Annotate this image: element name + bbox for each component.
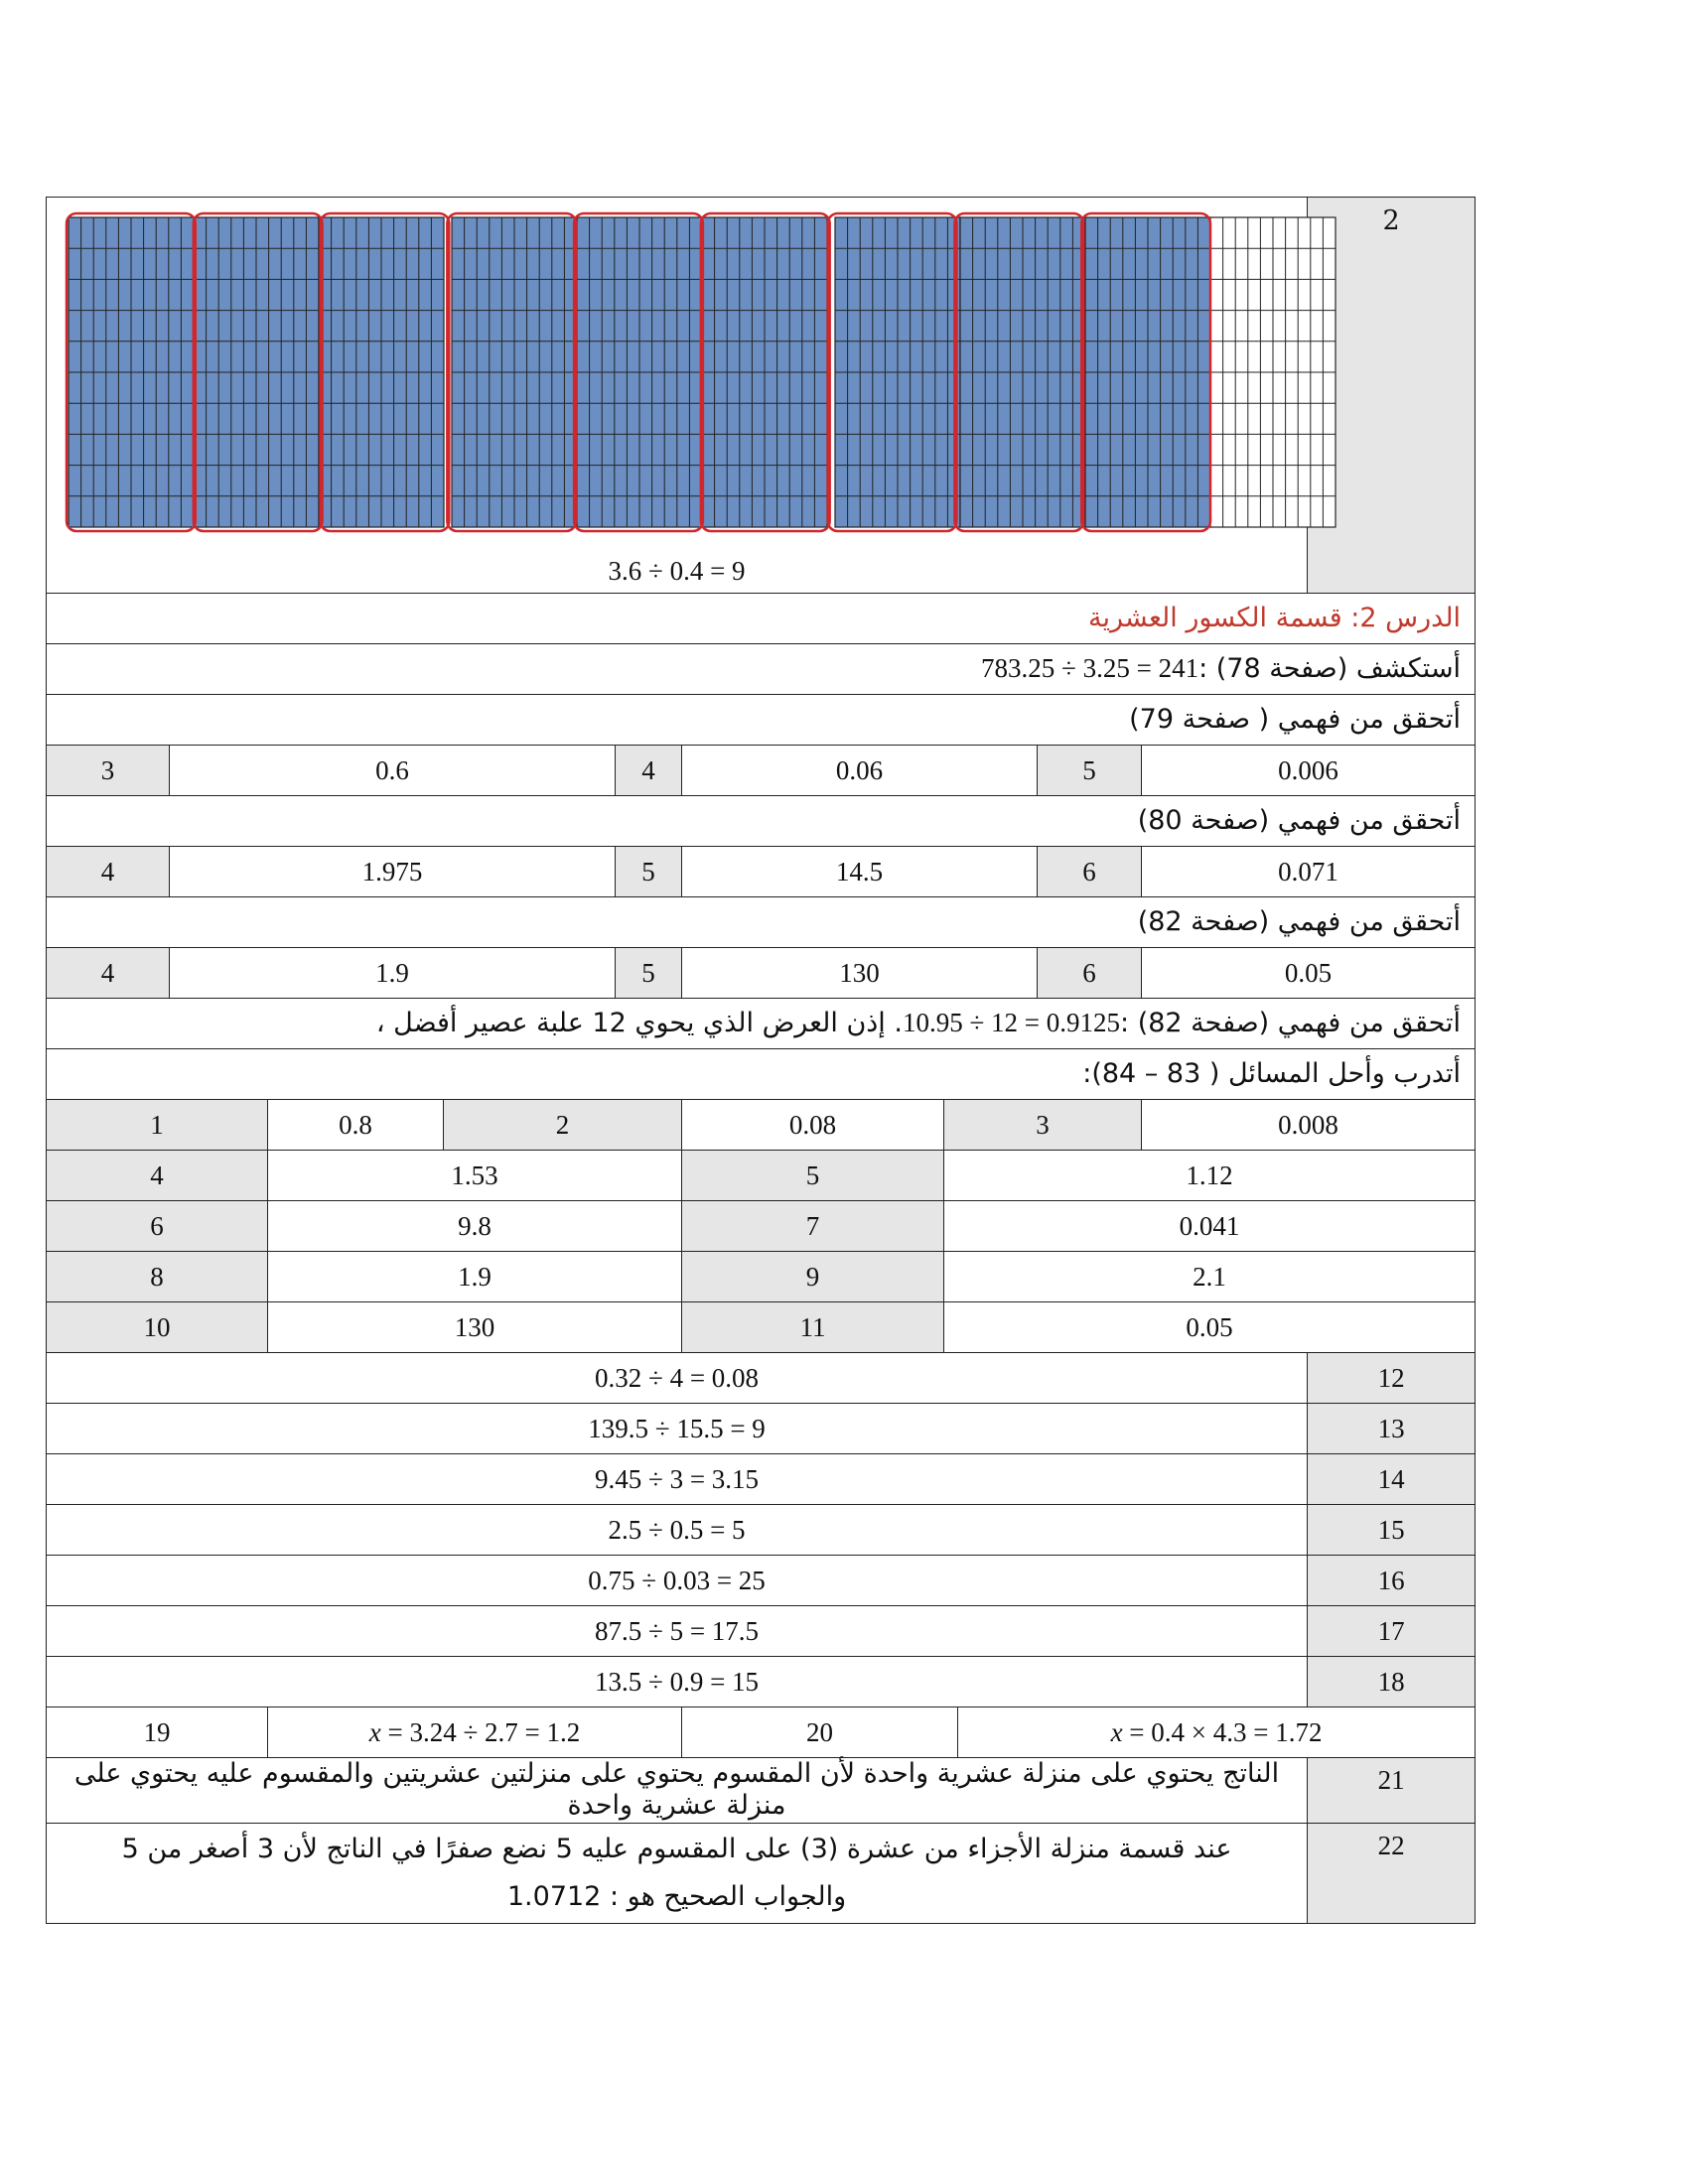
pair-v1: 1.9 (268, 1252, 682, 1302)
hundred-grid (194, 217, 319, 527)
check-80-n1: 4 (47, 847, 170, 897)
check-82a-v1: 1.9 (170, 948, 616, 999)
answer-key-sheet (46, 197, 1476, 1924)
lesson-title: الدرس 2: قسمة الكسور العشرية (47, 594, 1476, 644)
practice-row-1 (47, 1100, 1476, 1151)
p-n3: 3 (944, 1100, 1142, 1151)
pair-n2: 11 (682, 1302, 944, 1353)
hundred-grid (1085, 217, 1210, 527)
q22-line-1: عند قسمة منزلة الأجزاء من عشرة (3) على المقسوم عليه 5 نضع صفرًا في الناتج لأن 3 أصغر من 5 (121, 1833, 1232, 1864)
check-79-heading: أتحقق من فهمي ( صفحة 79) (47, 695, 1476, 746)
check-80-n3: 6 (1038, 847, 1142, 897)
q22-cell (47, 1823, 1308, 1923)
equation-text: 0.32 ÷ 4 = 0.08 (47, 1353, 1308, 1404)
pair-n2: 7 (682, 1201, 944, 1252)
pair-n2: 9 (682, 1252, 944, 1302)
practice-pair-row (47, 1201, 1476, 1252)
item-number: 2 (1308, 198, 1476, 594)
equation-text: 0.75 ÷ 0.03 = 25 (47, 1556, 1308, 1606)
hundred-grid (452, 217, 577, 527)
check-79-n3: 5 (1038, 746, 1142, 796)
q20-variable: x (1110, 1716, 1123, 1747)
p-n2: 2 (444, 1100, 682, 1151)
check-82a-n1: 4 (47, 948, 170, 999)
check-80-v2: 14.5 (682, 847, 1038, 897)
check-82a-v3: 0.05 (1142, 948, 1476, 999)
check-82b-row (47, 999, 1476, 1049)
equation-number: 14 (1308, 1454, 1476, 1505)
p-n1: 1 (47, 1100, 268, 1151)
check-80-heading: أتحقق من فهمي (صفحة 80) (47, 796, 1476, 847)
check-82a-row (47, 948, 1476, 999)
pair-n1: 6 (47, 1201, 268, 1252)
pair-v1: 1.53 (268, 1151, 682, 1201)
hundred-grid (577, 217, 702, 527)
check-82a-n3: 6 (1038, 948, 1142, 999)
model-equation: 3.6 ÷ 0.4 = 9 (608, 555, 746, 586)
equation-row (47, 1454, 1476, 1505)
q19-equation: = 3.24 ÷ 2.7 = 1.2 (380, 1716, 581, 1747)
p-v3: 0.008 (1142, 1100, 1476, 1151)
q22-line-2: والجواب الصحيح هو : 1.0712 (506, 1880, 847, 1912)
equation-number: 13 (1308, 1404, 1476, 1454)
equation-number: 17 (1308, 1606, 1476, 1657)
q21-number: 21 (1308, 1758, 1476, 1824)
q21-row (47, 1758, 1476, 1824)
q21-text: الناتج يحتوي على منزلة عشرية واحدة لأن المقسوم يحتوي على منزلتين عشريتين والمقسوم عليه يحتوي على منزلة عشرية واحدة (47, 1758, 1308, 1824)
explore-label: أستكشف (صفحة 78) : (1198, 653, 1462, 685)
explore-equation: 783.25 ÷ 3.25 = 241 (981, 653, 1199, 684)
pair-v1: 9.8 (268, 1201, 682, 1252)
check-82a-n2: 5 (616, 948, 682, 999)
model-cell (47, 198, 1308, 594)
check-82b-label: أتحقق من فهمي (صفحة 82) : (1120, 1008, 1462, 1039)
check-79-v3: 0.006 (1142, 746, 1476, 796)
practice-heading: أتدرب وأحل المسائل ( 83 – 84): (47, 1049, 1476, 1100)
answer-table (46, 197, 1476, 1924)
q20-equation: = 0.4 × 4.3 = 1.72 (1122, 1716, 1323, 1747)
check-80-n2: 5 (616, 847, 682, 897)
q19-q20-row (47, 1707, 1476, 1758)
pair-v2: 0.05 (944, 1302, 1476, 1353)
hundred-grid (319, 217, 444, 527)
q19-answer (268, 1707, 682, 1758)
check-79-v1: 0.6 (170, 746, 616, 796)
pair-n2: 5 (682, 1151, 944, 1201)
pair-v2: 0.041 (944, 1201, 1476, 1252)
check-79-row (47, 746, 1476, 796)
equation-text: 139.5 ÷ 15.5 = 9 (47, 1404, 1308, 1454)
equation-text: 9.45 ÷ 3 = 3.15 (47, 1454, 1308, 1505)
q22-row (47, 1823, 1476, 1923)
check-82b-text: . إذن العرض الذي يحوي 12 علبة عصير أفضل ، (375, 1008, 903, 1039)
check-79-n2: 4 (616, 746, 682, 796)
check-79-n1: 3 (47, 746, 170, 796)
p-v2: 0.08 (682, 1100, 944, 1151)
hundred-grid (69, 217, 194, 527)
pair-v1: 130 (268, 1302, 682, 1353)
practice-pair-row (47, 1252, 1476, 1302)
equation-text: 13.5 ÷ 0.9 = 15 (47, 1657, 1308, 1707)
p-v1: 0.8 (268, 1100, 444, 1151)
q22-number: 22 (1308, 1823, 1476, 1923)
pair-n1: 4 (47, 1151, 268, 1201)
hundred-grid (960, 217, 1085, 527)
equation-number: 15 (1308, 1505, 1476, 1556)
practice-pair-row (47, 1151, 1476, 1201)
pair-n1: 8 (47, 1252, 268, 1302)
equation-text: 2.5 ÷ 0.5 = 5 (47, 1505, 1308, 1556)
hundred-grid (835, 217, 960, 527)
equation-number: 18 (1308, 1657, 1476, 1707)
equation-row (47, 1556, 1476, 1606)
equation-row (47, 1657, 1476, 1707)
check-82a-heading: أتحقق من فهمي (صفحة 82) (47, 897, 1476, 948)
q19-number: 19 (47, 1707, 268, 1758)
hundred-grid (702, 217, 827, 527)
equation-row (47, 1404, 1476, 1454)
check-80-v3: 0.071 (1142, 847, 1476, 897)
equation-row (47, 1606, 1476, 1657)
equation-text: 87.5 ÷ 5 = 17.5 (47, 1606, 1308, 1657)
hundred-grid (1210, 217, 1336, 527)
pair-v2: 1.12 (944, 1151, 1476, 1201)
equation-row (47, 1505, 1476, 1556)
explore-row (47, 644, 1476, 695)
model-row (47, 198, 1476, 594)
check-80-row (47, 847, 1476, 897)
check-82b-equation: 10.95 ÷ 12 = 0.9125 (902, 1008, 1121, 1038)
q20-answer (958, 1707, 1476, 1758)
decimal-grid-model (57, 207, 1357, 545)
q19-variable: x (368, 1716, 381, 1747)
pair-n1: 10 (47, 1302, 268, 1353)
check-82a-v2: 130 (682, 948, 1038, 999)
equation-number: 16 (1308, 1556, 1476, 1606)
equation-number: 12 (1308, 1353, 1476, 1404)
check-80-v1: 1.975 (170, 847, 616, 897)
check-79-v2: 0.06 (682, 746, 1038, 796)
q20-number: 20 (682, 1707, 958, 1758)
practice-pair-row (47, 1302, 1476, 1353)
pair-v2: 2.1 (944, 1252, 1476, 1302)
equation-row (47, 1353, 1476, 1404)
